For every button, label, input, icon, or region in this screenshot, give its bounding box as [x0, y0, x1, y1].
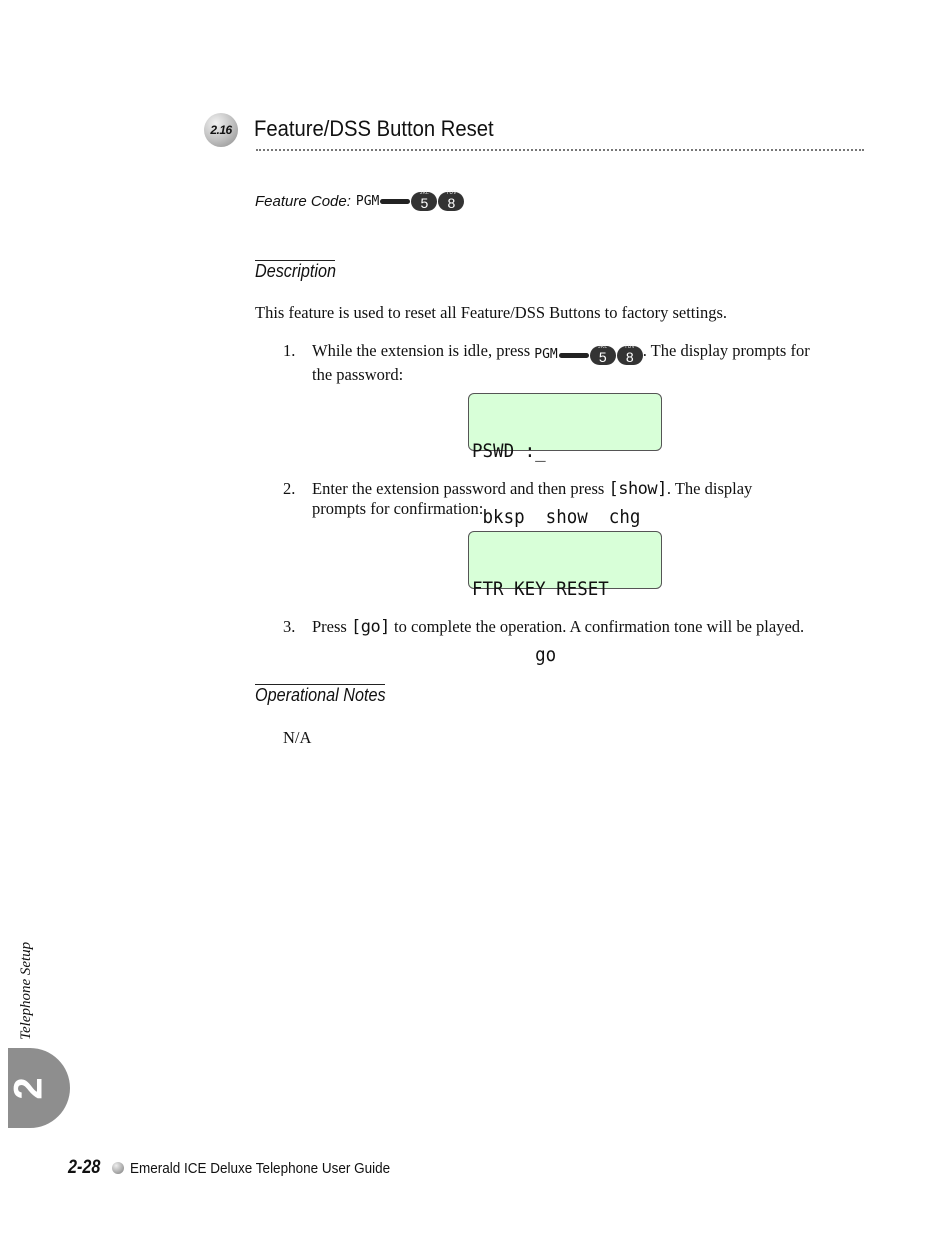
softkey-go: [go]	[350, 617, 390, 637]
section-number: 2.16	[210, 123, 232, 137]
lcd-line-2: bksp show chg	[472, 506, 641, 528]
lcd-display-confirm	[468, 531, 662, 666]
step-1-key-sequence	[534, 345, 642, 365]
softkey-show: [show]	[608, 479, 667, 499]
operational-notes-heading: Operational Notes	[255, 685, 386, 705]
feature-code-label: Feature Code:	[255, 193, 351, 210]
step-3-text: Press [go] to complete the operation. A confirmation tone will be played.	[312, 617, 805, 637]
step-2-number: 2.	[283, 479, 296, 498]
step-2-text: Enter the extension password and then press [show]. The display prompts for confirmation:	[312, 479, 753, 518]
description-heading: Description	[255, 261, 337, 281]
page-number: 2-28	[68, 1157, 101, 1178]
title-divider	[256, 149, 864, 151]
dial-key-8-icon: TUV 8	[617, 346, 643, 365]
pgm-key-label: PGM	[534, 347, 558, 362]
chapter-side-label: Telephone Setup	[18, 941, 34, 1040]
page-title: Feature/DSS Button Reset	[254, 116, 494, 141]
page-footer	[68, 1157, 419, 1179]
lcd-display-password	[468, 393, 662, 528]
step-3-number: 3.	[283, 617, 296, 636]
lcd-line-1: PSWD :_	[472, 440, 546, 462]
feature-code-line	[255, 192, 464, 211]
step-1-number: 1.	[283, 341, 296, 360]
dial-key-8-icon: TUV 8	[438, 192, 464, 211]
pgm-key-icon	[559, 353, 589, 358]
section-number-badge	[204, 113, 238, 147]
dial-key-5-icon: JKL 5	[411, 192, 437, 211]
bullet-icon	[112, 1162, 124, 1174]
lcd-line-1: FTR KEY RESET	[472, 578, 609, 600]
step-1-text: While the extension is idle, press PGM JKL 5 TUV 8 . The display prompts for the password:	[312, 341, 810, 384]
lcd-line-2: go	[472, 644, 557, 666]
operational-notes-text: N/A	[283, 728, 312, 747]
pgm-key-label: PGM	[355, 194, 380, 209]
description-text: This feature is used to reset all Feature/DSS Buttons to factory settings.	[255, 303, 727, 322]
guide-title: Emerald ICE Deluxe Telephone User Guide	[130, 1159, 391, 1177]
chapter-number: 2	[6, 1076, 51, 1100]
pgm-key-icon	[380, 199, 410, 204]
dial-key-5-icon: JKL 5	[590, 346, 616, 365]
chapter-tab	[8, 1048, 70, 1128]
